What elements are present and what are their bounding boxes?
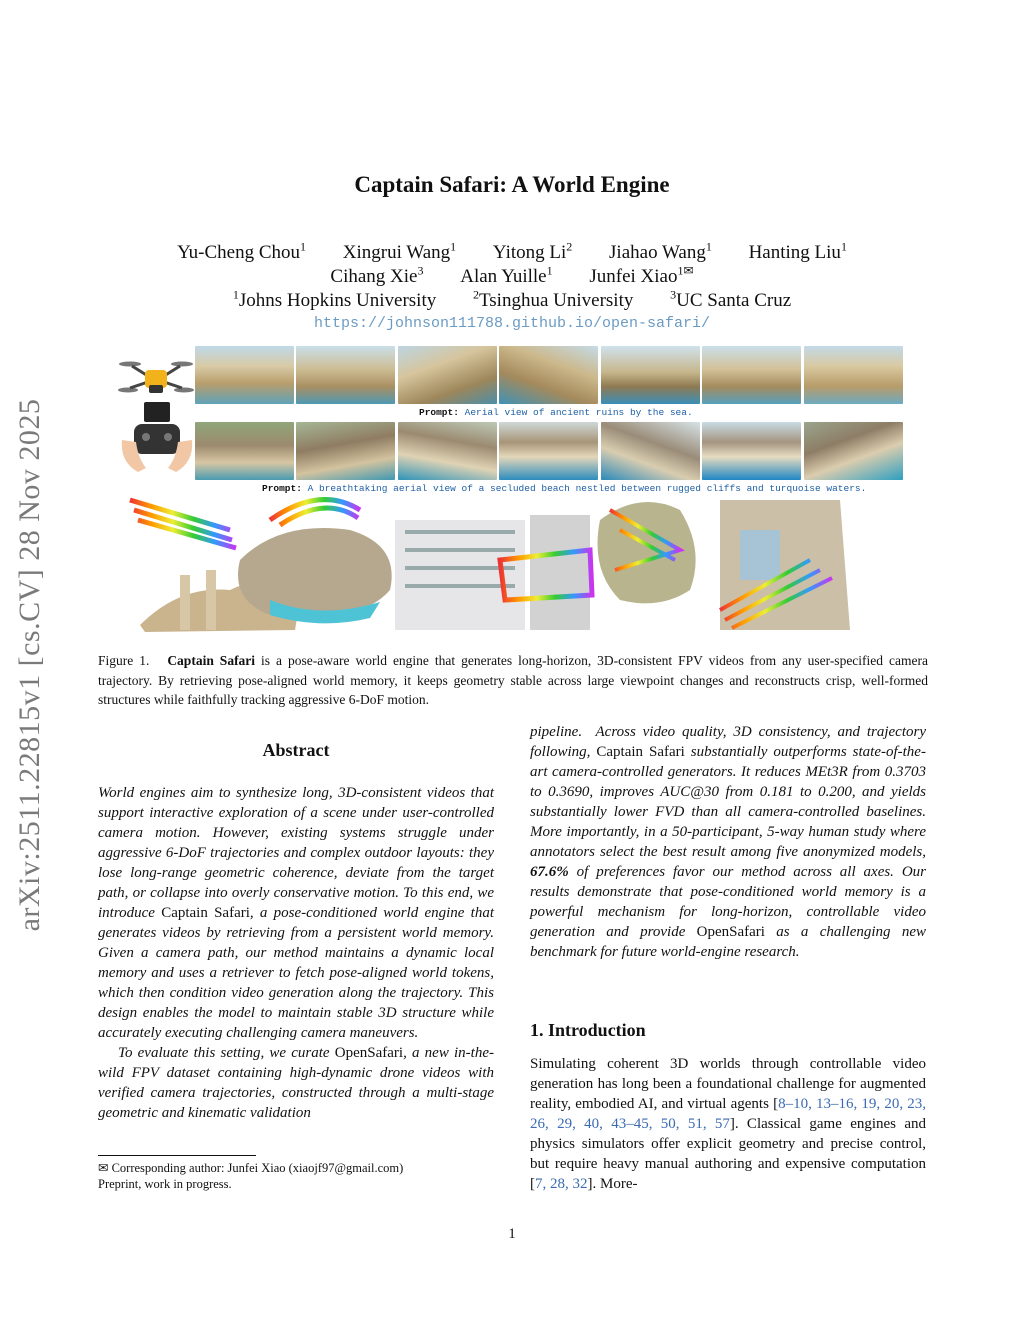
building-reconstruction: [395, 520, 525, 630]
introduction-heading: 1. Introduction: [530, 1020, 646, 1040]
affiliation: $^1$Johns Hopkins University: [232, 288, 437, 312]
author: Xingrui Wang$^1$: [342, 240, 457, 264]
citation-links[interactable]: 7, 28, 32: [535, 1176, 588, 1192]
rock-reconstruction: [238, 528, 392, 617]
prompt-ruins: Prompt: Aerial view of ancient ruins by the sea.: [419, 407, 693, 418]
ruins-frame: [499, 346, 598, 404]
page-number: 1: [508, 1226, 516, 1242]
author: Hanting Liu$^1$: [748, 240, 847, 264]
affiliation: $^2$Tsinghua University: [473, 288, 634, 312]
affiliation: $^3$UC Santa Cruz: [670, 288, 792, 312]
beach-frame: [804, 422, 903, 480]
ruins-frame: [398, 346, 497, 404]
abstract-heading: Abstract: [262, 740, 330, 760]
ruins-frame: [195, 346, 294, 404]
author: Yitong Li$^2$: [492, 240, 573, 264]
figure-caption: Figure 1. Captain Safari is a pose-aware world engine that generates long-horizon, 3D-consistent FPV videos from any user-specified camera trajectory. By retrieving pose-aligned world memory, it keeps geometry stable across large viewpoint changes and reconstructs crisp, well-formed structures while faithfully tracking aggressive 6-DoF motion.: [98, 653, 928, 707]
camera-trajectory: [270, 500, 360, 525]
paper-title: Captain Safari: A World Engine: [354, 172, 670, 197]
author: Cihang Xie$^3$: [330, 264, 424, 288]
introduction-paragraph: Simulating coherent 3D worlds through controllable video generation has long been a foundational challenge for augmented reality, embodied AI, and virtual agents [8–10, 13–16, 19, 20, 23, 26, 29, 40, 43–45, 50, 51, 57]. Classical game engines and physics simulators offer explicit geometry and precise control, but require heavy manual authoring and expensive computation [7, 28, 32]. More-: [530, 1056, 926, 1192]
remote-controller-icon: [120, 402, 194, 478]
abstract-paragraph-1: World engines aim to synthesize long, 3D-consistent videos that support interactive exploration of a scene under user-controlled camera motion. However, existing systems struggle under aggressive 6-DoF trajectories and complex outdoor layouts: they lose long-range geometric coherence, deviate from the target path, or collapse into overly conservative motion. To this end, we introduce Captain Safari, a pose-conditioned world engine that generates videos by retrieving from a persistent world memory. Given a camera path, our method maintains a dynamic local memory and uses a retriever to fetch pose-aligned world tokens, which then condition video generation along the trajectory. This design enables the model to maintain stable 3D structure while accurately executing challenging camera maneuvers. To evaluate this setting, we curate OpenSafari, a new in-the-wild FPV dataset containing high-dynamic drone videos with verified camera trajectories, constructed through a multi-stage geometric and kinematic validation: [98, 785, 494, 1121]
citation-links[interactable]: 8–10, 13–16, 19, 20, 23, 26, 29, 40, 43–45, 50, 51, 57: [530, 1096, 926, 1132]
corresponding-author-note: ✉ Corresponding author: Junfei Xiao (xiaojf97@gmail.com): [98, 1161, 404, 1175]
beach-frame: [195, 422, 294, 480]
affiliations: [0, 288, 1024, 312]
beach-frame: [398, 422, 497, 480]
authors-line-2: [0, 264, 1024, 288]
beach-frame: [702, 422, 801, 480]
author: Jiahao Wang$^1$: [609, 240, 712, 264]
figure-1: [96, 340, 928, 640]
author: Alan Yuille$^1$: [460, 264, 553, 288]
authors-line-1: [0, 240, 1024, 264]
project-url-link[interactable]: https://johnson111788.github.io/open-safari/: [313, 315, 711, 332]
ruins-frame: [296, 346, 395, 404]
ruins-frame: [601, 346, 700, 404]
ruins-frame: [804, 346, 903, 404]
drone-icon: [118, 356, 194, 400]
beach-frame: [296, 422, 395, 480]
author: Junfei Xiao$^{1✉}$: [589, 264, 694, 288]
footnote: [98, 1160, 498, 1192]
arxiv-identifier: arXiv:2511.22815v1 [cs.CV] 28 Nov 2025: [13, 398, 46, 932]
ruins-frame: [702, 346, 801, 404]
beach-frame: [499, 422, 598, 480]
footnote-rule: [98, 1155, 256, 1156]
reconstruction-panels: [120, 490, 928, 636]
beach-frame: [601, 422, 700, 480]
cliff-reconstruction: [598, 502, 696, 603]
author: Yu-Cheng Chou$^1$: [177, 240, 307, 264]
preprint-note: Preprint, work in progress.: [98, 1177, 232, 1191]
camera-trajectory: [130, 500, 236, 548]
abstract-paragraph-2-continued: pipeline. Across video quality, 3D consistency, and trajectory following, Captain Safari substantially outperforms state-of-the-art camera-controlled generators. It reduces MEt3R from 0.3703 to 0.3690, improves AUC@30 from 0.181 to 0.200, and yields substantially lower FVD than all camera-controlled baselines. More importantly, in a 50-participant, 5-way human study where annotators select the best result among five anonymized models, 67.6% of preferences favor our method across all axes. Our results demonstrate that pose-conditioned world memory is a powerful mechanism for long-horizon, controllable video generation and provide OpenSafari as a challenging new benchmark for future world-engine research.: [530, 724, 926, 960]
prompt-beach: Prompt: A breathtaking aerial view of a secluded beach nestled between rugged cliffs and turquoise waters.: [262, 483, 867, 494]
